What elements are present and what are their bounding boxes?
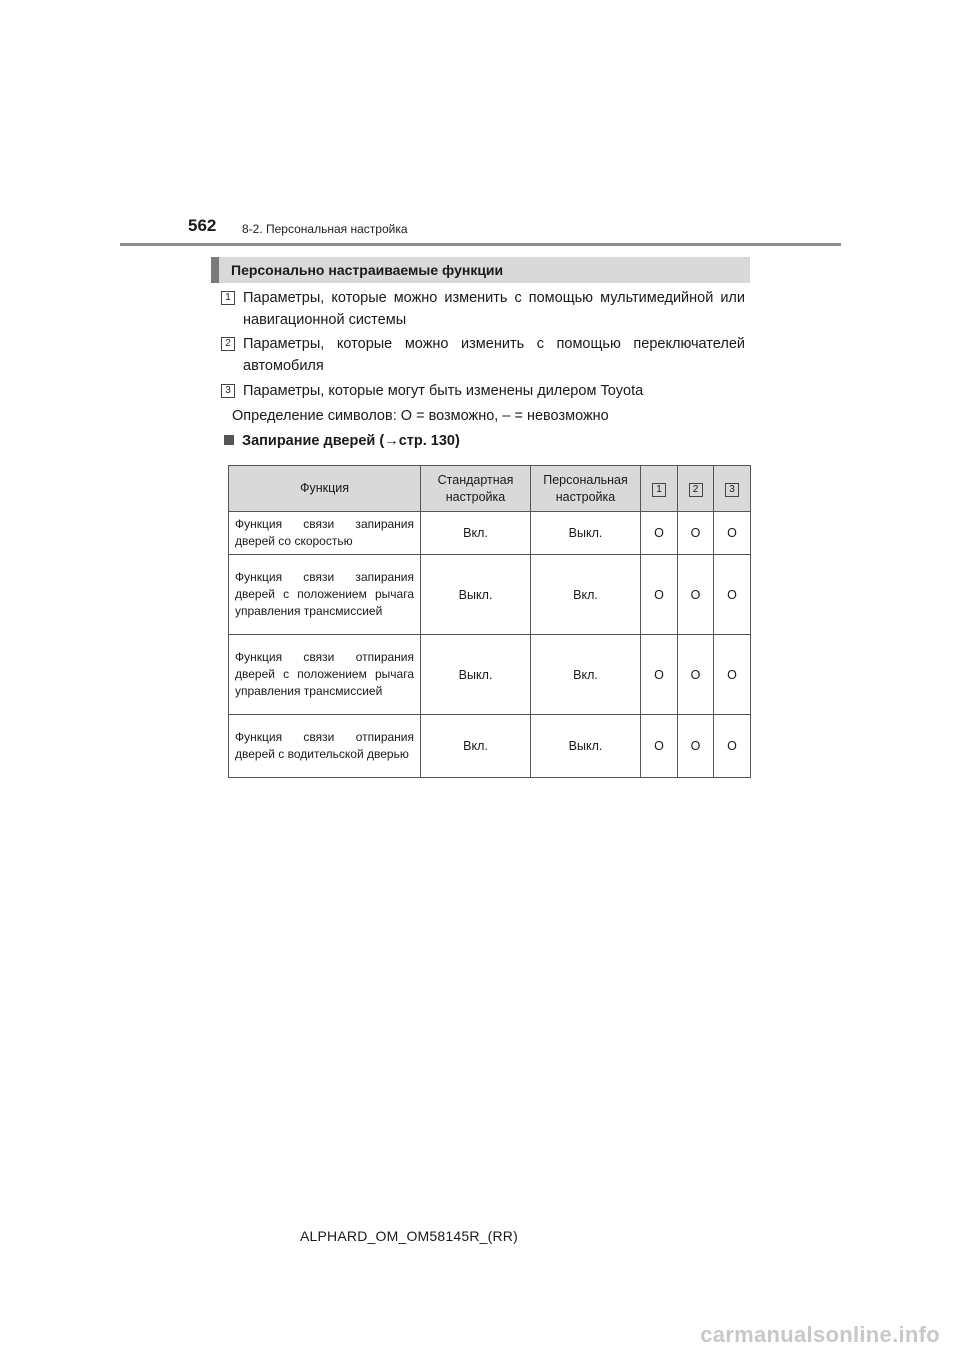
page-number: 562: [188, 216, 217, 235]
header-col-2: [678, 466, 714, 512]
cell-custom: Выкл.: [531, 512, 641, 555]
cell-c1: O: [641, 715, 678, 778]
header-num-badge: 3: [725, 483, 739, 497]
watermark: carmanualsonline.info: [700, 1322, 940, 1347]
table-row: [229, 635, 751, 715]
table-header-row: [229, 466, 751, 512]
cell-custom: Выкл.: [531, 715, 641, 778]
cell-function: Функция связи отпирания дверей с водительской дверью: [229, 715, 421, 778]
cell-c3: O: [714, 555, 751, 635]
header-col-3: [714, 466, 751, 512]
header-default: Стандартная настройка: [421, 466, 531, 512]
cell-function: Функция связи запирания дверей со скоростью: [229, 512, 421, 555]
cell-default: Вкл.: [421, 512, 531, 555]
cell-c2: O: [678, 715, 714, 778]
item-number-badge: 3: [221, 384, 235, 398]
header-custom: Персональная настройка: [531, 466, 641, 512]
section-band: [211, 257, 750, 283]
cell-c3: O: [714, 635, 751, 715]
footer-document-code: ALPHARD_OM_OM58145R_(RR): [300, 1228, 518, 1244]
cell-c2: O: [678, 512, 714, 555]
cell-c1: O: [641, 635, 678, 715]
cell-c1: O: [641, 512, 678, 555]
item-text: Параметры, которые могут быть изменены дилером Toyota: [243, 383, 644, 399]
cell-custom: Вкл.: [531, 555, 641, 635]
cell-c3: O: [714, 512, 751, 555]
header-num-badge: 1: [652, 483, 666, 497]
functions-table: [228, 465, 751, 778]
cell-function: Функция связи отпирания дверей с положением рычага управления трансмиссией: [229, 635, 421, 715]
subheading: [224, 433, 460, 449]
header-section-title: 8-2. Персональная настройка: [242, 222, 408, 236]
item-number-badge: 2: [221, 337, 235, 351]
item-text: Параметры, которые можно изменить с помощью мультимедийной или навигационной системы: [243, 290, 745, 328]
cell-c3: O: [714, 715, 751, 778]
table-row: [229, 555, 751, 635]
cell-c1: O: [641, 555, 678, 635]
cell-default: Выкл.: [421, 555, 531, 635]
cell-c2: O: [678, 635, 714, 715]
table-row: [229, 512, 751, 555]
header-function: Функция: [229, 466, 421, 512]
table-row: [229, 715, 751, 778]
item-number-badge: 1: [221, 291, 235, 305]
section-title: Персонально настраиваемые функции: [231, 262, 504, 278]
cell-default: Вкл.: [421, 715, 531, 778]
subheading-text: Запирание дверей (→стр. 130): [242, 433, 460, 449]
header-col-1: [641, 466, 678, 512]
item-text: Параметры, которые можно изменить с помощью переключателей автомобиля: [243, 336, 745, 374]
header-num-badge: 2: [689, 483, 703, 497]
square-bullet-icon: [224, 435, 234, 445]
cell-custom: Вкл.: [531, 635, 641, 715]
symbol-legend: Определение символов: O = возможно, – = невозможно: [232, 408, 609, 424]
cell-c2: O: [678, 555, 714, 635]
cell-default: Выкл.: [421, 635, 531, 715]
cell-function: Функция связи запирания дверей с положением рычага управления трансмиссией: [229, 555, 421, 635]
header-divider: [120, 243, 841, 246]
